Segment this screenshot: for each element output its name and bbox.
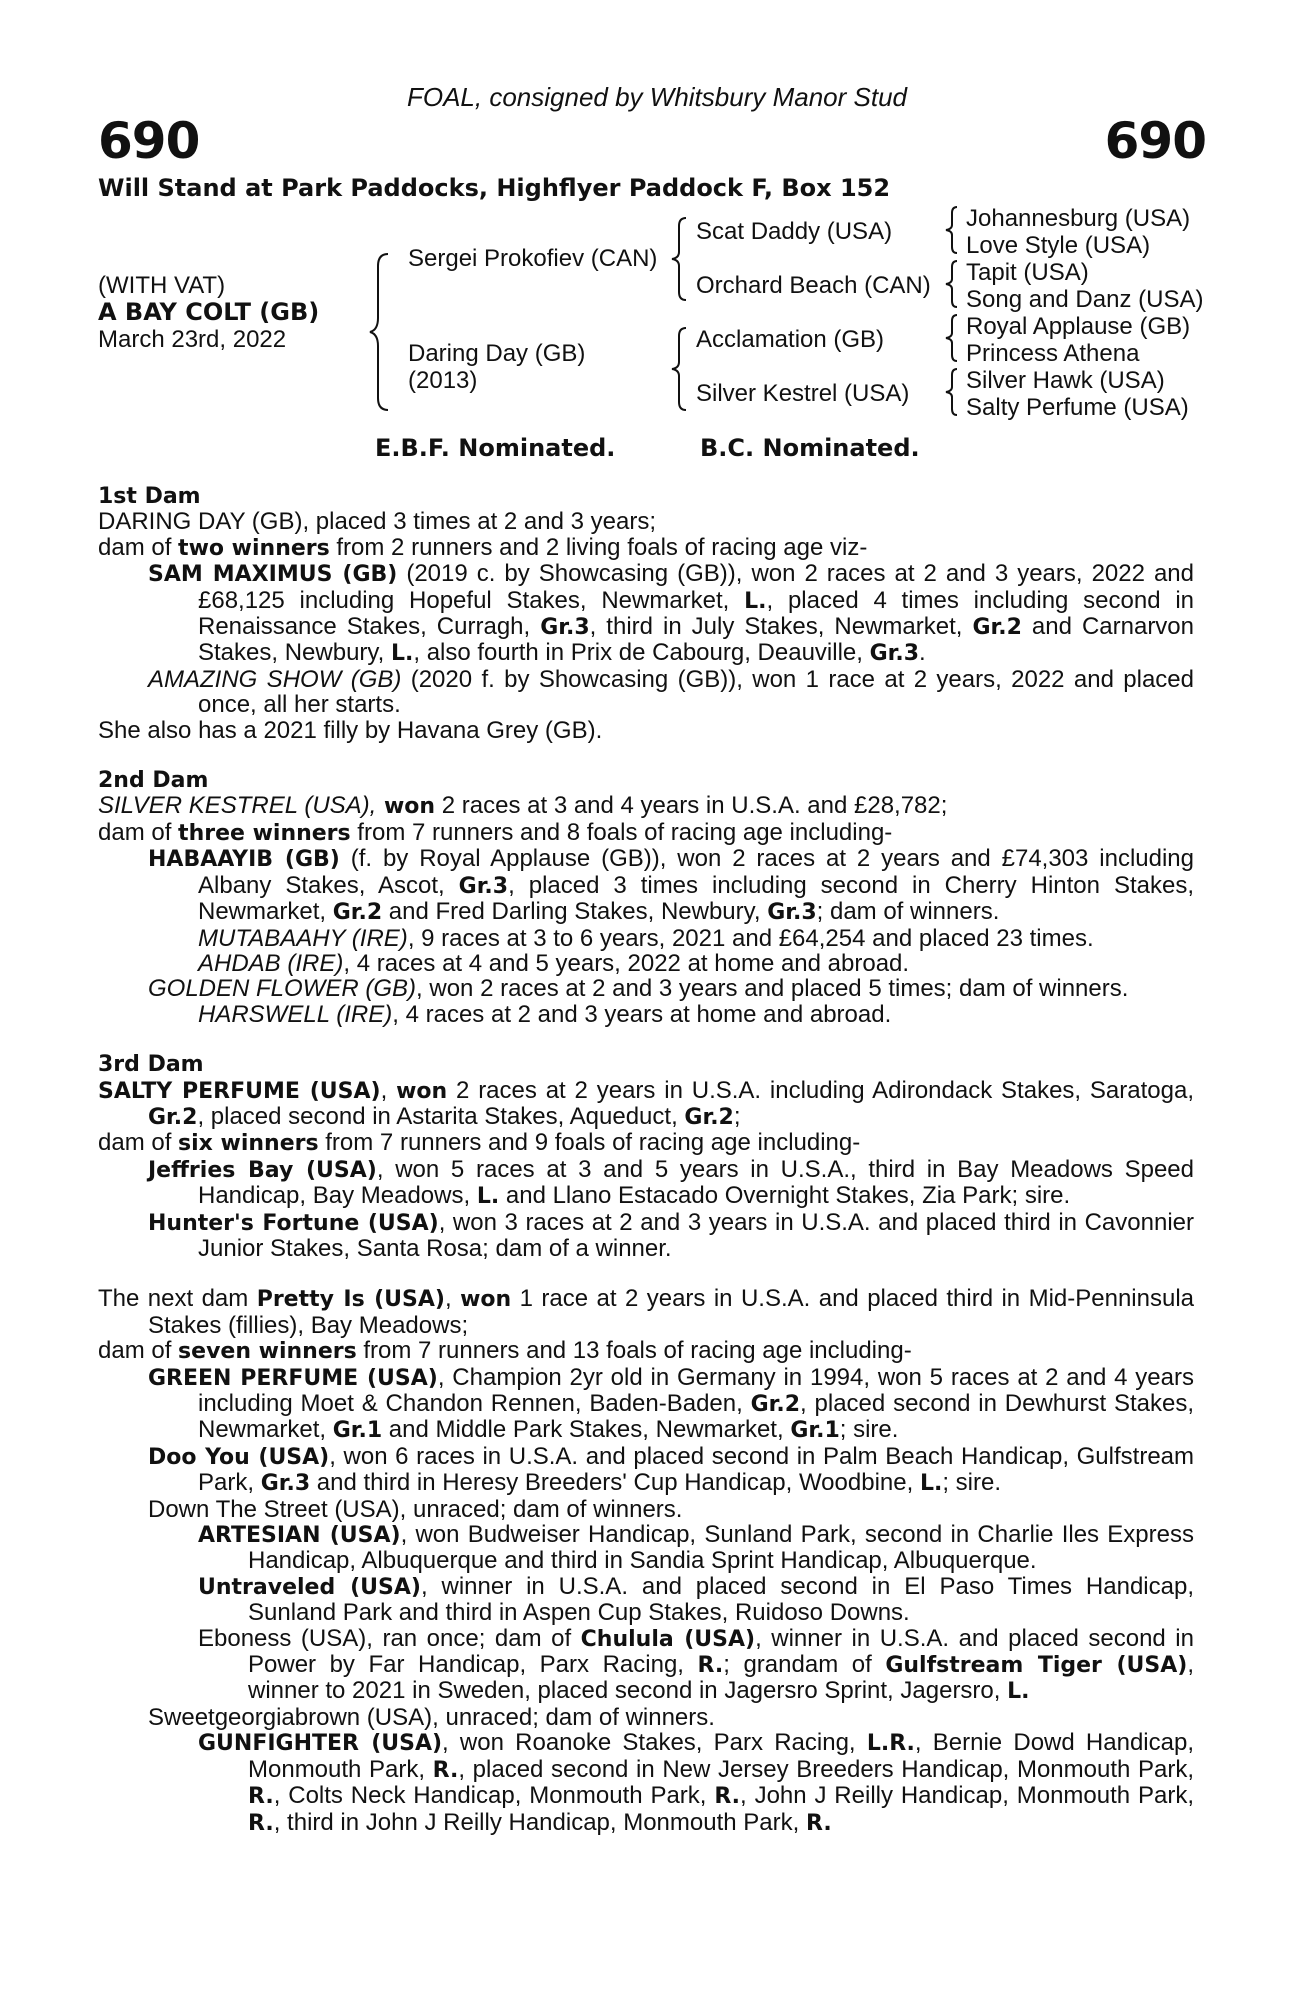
second-dam-produce-summary: dam of three winners from 7 runners and 8 foals of racing age including- — [98, 818, 893, 846]
ebf-nomination: E.B.F. Nominated. — [375, 434, 616, 462]
produce-entry: Hunter's Fortune (USA), won 3 races at 2 and 3 years in U.S.A. and placed third in Cavonnier Junior Stakes, Santa Rosa; dam of a winner. — [148, 1208, 1194, 1262]
produce-sub-entry: GUNFIGHTER (USA), won Roanoke Stakes, Parx Racing, L.R., Bernie Dowd Handicap, Monmouth Park, R., placed second in New Jersey Breeders Handicap, Monmouth Park, R., Colts Neck Handicap, Monmouth Park, R., John J Reilly Handicap, Monmouth Park, R., third in John J Reilly Handicap, Monmouth Park, R. — [198, 1729, 1195, 1836]
produce-entry: HABAAYIB (GB) (f. by Royal Applause (GB)), won 2 races at 2 years and £74,303 including Albany Stakes, Ascot, Gr.3, placed 3 times including second in Cherry Hinton Stakes, Newmarket, Gr.2 and Fred Darling Stakes, Newbury, Gr.3; dam of winners. — [148, 845, 1194, 926]
pedigree-dam: Daring Day (GB) — [408, 340, 586, 367]
horse-name: A BAY COLT (GB) — [98, 298, 320, 326]
third-dam-heading: 3rd Dam — [98, 1052, 204, 1078]
pedigree-brace-dam — [670, 326, 690, 412]
produce-entry: AMAZING SHOW (GB) (2020 f. by Showcasing (GB)), won 1 race at 2 years, 2022 and placed once, all her starts. — [148, 665, 1194, 719]
next-dam-section — [98, 1286, 1194, 1836]
catalogue-body — [98, 484, 1194, 1836]
first-dam-section — [98, 484, 1194, 743]
lot-number-right: 690 — [1104, 112, 1206, 170]
first-dam-produce-summary: dam of two winners from 2 runners and 2 living foals of racing age viz- — [98, 533, 868, 561]
produce-sub-entry: AHDAB (IRE), 4 races at 4 and 5 years, 2022 at home and abroad. — [198, 949, 910, 977]
pedigree-sire-dam: Orchard Beach (CAN) — [696, 272, 931, 299]
produce-entry: Doo You (USA), won 6 races in U.S.A. and placed second in Palm Beach Handicap, Gulfstream Park, Gr.3 and third in Heresy Breeders' Cup Handicap, Woodbine, L.; sire. — [148, 1442, 1195, 1497]
pedigree-dsd: Princess Athena — [966, 340, 1140, 367]
pedigree-sire-sire: Scat Daddy (USA) — [696, 218, 893, 245]
pedigree-sds: Tapit (USA) — [966, 259, 1089, 286]
produce-entry: GREEN PERFUME (USA), Champion 2yr old in Germany in 1994, won 5 races at 2 and 4 years including Moet & Chandon Rennen, Baden-Baden, Gr.2, placed second in Dewhurst Stakes, Newmarket, Gr.1 and Middle Park Stakes, Newmarket, Gr.1; sire. — [148, 1363, 1194, 1444]
pedigree-ddd: Salty Perfume (USA) — [966, 394, 1189, 421]
produce-sub-entry: HARSWELL (IRE), 4 races at 2 and 3 years at home and abroad. — [198, 1000, 892, 1028]
produce-sub-entry: Untraveled (USA), winner in U.S.A. and placed second in El Paso Times Handicap, Sunland Park and third in Aspen Cup Stakes, Ruidoso Downs. — [198, 1572, 1195, 1627]
produce-sub-entry: ARTESIAN (USA), won Budweiser Handicap, Sunland Park, second in Charlie Iles Express Handicap, Albuquerque and third in Sandia Sprint Handicap, Albuquerque. — [198, 1521, 1194, 1575]
produce-entry: Sweetgeorgiabrown (USA), unraced; dam of winners. — [148, 1703, 715, 1731]
pedigree-ssd: Love Style (USA) — [966, 232, 1151, 259]
second-dam-section — [98, 768, 1194, 1027]
next-dam-line: The next dam Pretty Is (USA), won 1 race at 2 years in U.S.A. and placed third in Mid-Penninsula Stakes (fillies), Bay Meadows; — [98, 1285, 1195, 1339]
produce-entry: Jeffries Bay (USA), won 5 races at 3 and 5 years in U.S.A., third in Bay Meadows Speed Handicap, Bay Meadows, L. and Llano Estacado Overnight Stakes, Zia Park; sire. — [148, 1155, 1194, 1210]
pedigree-dam-dam: Silver Kestrel (USA) — [696, 380, 910, 407]
second-dam-heading: 2nd Dam — [98, 768, 209, 794]
first-dam-heading: 1st Dam — [98, 484, 201, 509]
pedigree-brace-ss — [944, 205, 960, 255]
produce-entry: GOLDEN FLOWER (GB), won 2 races at 2 and 3 years and placed 5 times; dam of winners. — [148, 975, 1129, 1003]
third-dam-produce-summary: dam of six winners from 7 runners and 9 foals of racing age including- — [98, 1129, 861, 1157]
first-dam-line: DARING DAY (GB), placed 3 times at 2 and 3 years; — [98, 508, 656, 536]
pedigree-sss: Johannesburg (USA) — [966, 205, 1191, 232]
produce-sub-entry: Eboness (USA), ran once; dam of Chulula (USA), winner in U.S.A. and placed second in Power by Far Handicap, Parx Racing, R.; grandam of Gulfstream Tiger (USA), winner to 2021 in Sweden, placed second in Jagersro Sprint, Jagersro, L. — [198, 1624, 1194, 1705]
produce-entry: Down The Street (USA), unraced; dam of winners. — [148, 1495, 683, 1523]
pedigree-brace-sd — [944, 259, 960, 309]
pedigree-dam-year: (2013) — [408, 367, 478, 394]
pedigree-brace-main — [368, 252, 392, 412]
pedigree-dss: Royal Applause (GB) — [966, 313, 1191, 340]
consignor-line: FOAL, consigned by Whitsbury Manor Stud — [406, 82, 907, 112]
first-dam-note: She also has a 2021 filly by Havana Grey (GB). — [98, 716, 603, 744]
third-dam-section — [98, 1052, 1194, 1261]
second-dam-line: SILVER KESTREL (USA), won 2 races at 3 and 4 years in U.S.A. and £28,782; — [98, 792, 948, 820]
pedigree-dam-sire: Acclamation (GB) — [696, 326, 885, 353]
produce-sub-entry: MUTABAAHY (IRE), 9 races at 3 to 6 years, 2021 and £64,254 and placed 23 times. — [198, 924, 1094, 952]
produce-entry: SAM MAXIMUS (GB) (2019 c. by Showcasing (GB)), won 2 races at 2 and 3 years, 2022 and £68,125 including Hopeful Stakes, Newmarket, L., placed 4 times including second in Renaissance Stakes, Curragh, Gr.3, third in July Stakes, Newmarket, Gr.2 and Carnarvon Stakes, Newbury, L., also fourth in Prix de Cabourg, Deauville, Gr.3. — [148, 560, 1195, 667]
third-dam-line: SALTY PERFUME (USA), won 2 races at 2 years in U.S.A. including Adirondack Stakes, Saratoga, Gr.2, placed second in Astarita Stakes, Aqueduct, Gr.2; — [98, 1076, 1194, 1130]
pedigree-brace-ds — [944, 313, 960, 363]
pedigree-brace-dd — [944, 367, 960, 417]
next-dam-produce-summary: dam of seven winners from 7 runners and 13 foals of racing age including- — [98, 1337, 912, 1365]
pedigree-dds: Silver Hawk (USA) — [966, 367, 1165, 394]
vat-note: (WITH VAT) — [98, 272, 226, 299]
pedigree-sdd: Song and Danz (USA) — [966, 286, 1204, 313]
lot-number-left: 690 — [98, 112, 200, 170]
stabling-line: Will Stand at Park Paddocks, Highflyer Paddock F, Box 152 — [98, 174, 891, 202]
bc-nomination: B.C. Nominated. — [700, 434, 920, 462]
foaling-date: March 23rd, 2022 — [98, 326, 287, 353]
pedigree-brace-sire — [670, 216, 690, 302]
pedigree-sire: Sergei Prokofiev (CAN) — [408, 245, 658, 272]
